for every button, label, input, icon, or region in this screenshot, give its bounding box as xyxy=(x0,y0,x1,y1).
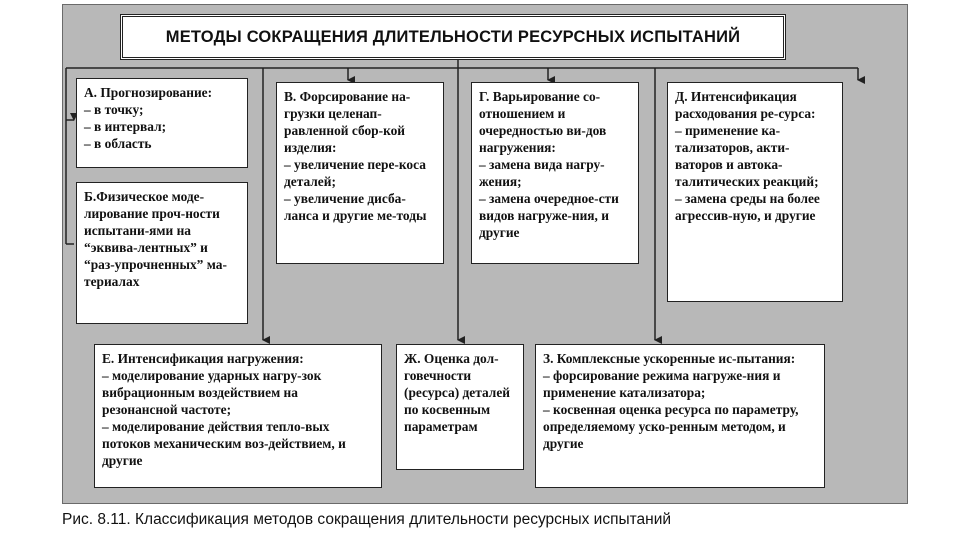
box-a-heading: А. Прогнозирование: xyxy=(84,85,213,100)
box-z-heading: З. Комплексные ускоренные ис-пытания: xyxy=(543,351,796,366)
box-b-heading: Б.Физическое моде-лирование проч-ности испытани-ями на “эквива-лентных” и “раз-упрочненных” ма-териалах xyxy=(84,189,227,289)
diagram-title: МЕТОДЫ СОКРАЩЕНИЯ ДЛИТЕЛЬНОСТИ РЕСУРСНЫХ ИСПЫТАНИЙ xyxy=(120,14,786,60)
box-e-item-2: – моделирование действия тепло-вых потоков механическим воз-действием, и другие xyxy=(102,419,346,468)
box-z-item-1: – форсирование режима нагруже-ния и применение катализатора; xyxy=(543,368,781,400)
box-e-heading: Е. Интенсификация нагружения: xyxy=(102,351,304,366)
box-d-heading: Д. Интенсификация расходования ре-сурса: xyxy=(675,89,816,121)
box-d-item-1: – применение ка-тализаторов, акти-ваторов и автока-талитических реакций; xyxy=(675,123,819,189)
box-a-item-1: – в точку; xyxy=(84,102,144,117)
box-a xyxy=(76,78,248,168)
box-v-item-1: – увеличение пере-коса деталей; xyxy=(284,157,426,189)
box-z xyxy=(535,344,825,488)
figure-caption: Рис. 8.11. Классификация методов сокращения длительности ресурсных испытаний xyxy=(62,511,672,528)
box-d-item-2: – замена среды на более агрессив-ную, и другие xyxy=(675,191,820,223)
box-zh-heading: Ж. Оценка дол-говечности (ресурса) деталей по косвенным параметрам xyxy=(404,351,510,434)
box-g-item-2: – замена очередное-сти видов нагруже-ния, и другие xyxy=(479,191,619,240)
box-v-item-2: – увеличение дисба-ланса и другие ме-тоды xyxy=(284,191,427,223)
box-a-item-3: – в область xyxy=(84,136,152,151)
box-b xyxy=(76,182,248,324)
box-g-item-1: – замена вида нагру-жения; xyxy=(479,157,605,189)
box-v xyxy=(276,82,444,264)
box-d xyxy=(667,82,843,302)
box-e-item-1: – моделирование ударных нагру-зок вибрационным воздействием на резонансной частоте; xyxy=(102,368,322,417)
box-e xyxy=(94,344,382,488)
box-zh xyxy=(396,344,524,470)
box-g xyxy=(471,82,639,264)
box-a-item-2: – в интервал; xyxy=(84,119,167,134)
box-v-heading: В. Форсирование на-грузки целенап-равленной сбор-кой изделия: xyxy=(284,89,411,155)
box-z-item-2: – косвенная оценка ресурса по параметру, определяемому уско-ренным методом, и другие xyxy=(543,402,799,451)
box-g-heading: Г. Варьирование со-отношением и очередностью ви-дов нагружения: xyxy=(479,89,607,155)
